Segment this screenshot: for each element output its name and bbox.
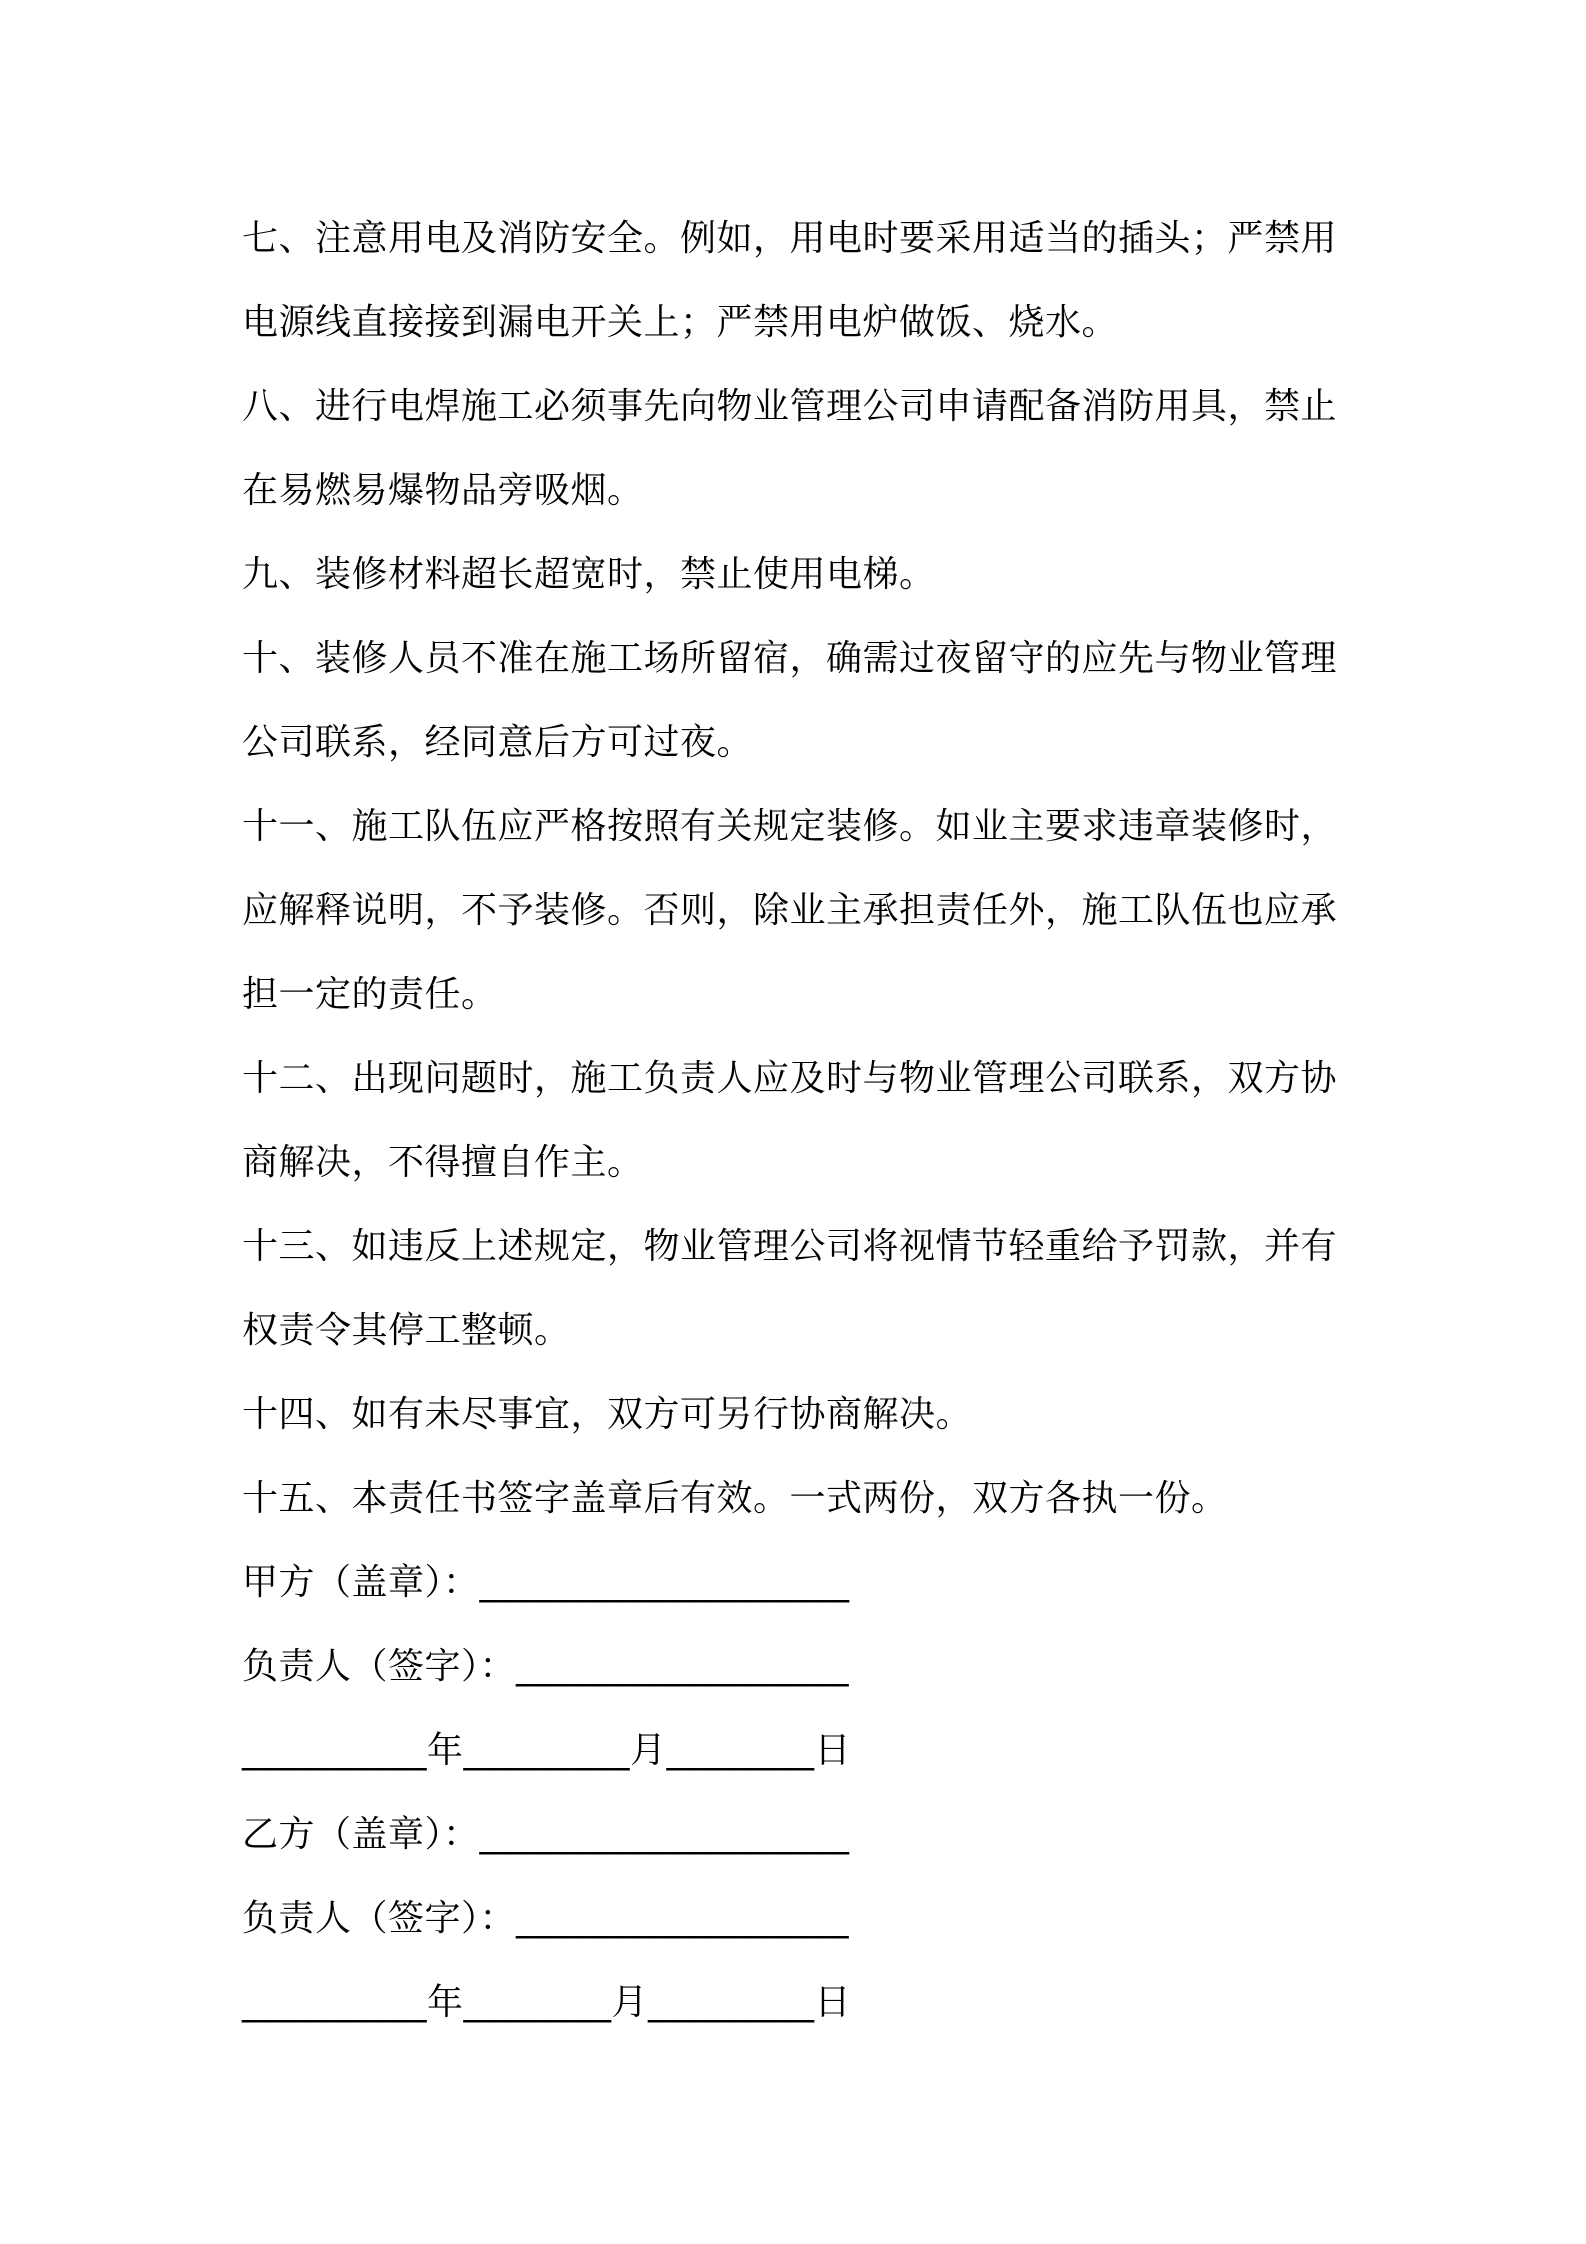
clause-9-line-1: 九、装修材料超长超宽时，禁止使用电梯。 bbox=[242, 554, 936, 595]
party-b-seal-line: 乙方（盖章）：____________________ bbox=[242, 1814, 850, 1855]
clause-13-line-2: 权责令其停工整顿。 bbox=[242, 1310, 571, 1351]
clause-8-line-2: 在易燃易爆物品旁吸烟。 bbox=[242, 470, 644, 511]
clause-12-line-1: 十二、出现问题时，施工负责人应及时与物业管理公司联系，双方协 bbox=[242, 1058, 1338, 1099]
party-a-seal-line: 甲方（盖章）：____________________ bbox=[242, 1562, 850, 1603]
clause-11-line-3: 担一定的责任。 bbox=[242, 974, 498, 1015]
clause-15-line-1: 十五、本责任书签字盖章后有效。一式两份，双方各执一份。 bbox=[242, 1478, 1228, 1519]
clause-11-line-1: 十一、施工队伍应严格按照有关规定装修。如业主要求违章装修时， bbox=[242, 806, 1338, 847]
clause-13-line-1: 十三、如违反上述规定，物业管理公司将视情节轻重给予罚款，并有 bbox=[242, 1226, 1338, 1267]
party-a-signatory-line: 负责人（签字）：__________________ bbox=[242, 1646, 850, 1687]
party-b-date-line: __________年________月_________日 bbox=[242, 1982, 851, 2023]
clause-7-line-2: 电源线直接接到漏电开关上；严禁用电炉做饭、烧水。 bbox=[242, 302, 1119, 343]
party-a-date-line: __________年_________月________日 bbox=[242, 1730, 851, 1771]
clause-11-line-2: 应解释说明，不予装修。否则，除业主承担责任外，施工队伍也应承 bbox=[242, 890, 1338, 931]
clause-7-line-1: 七、注意用电及消防安全。例如，用电时要采用适当的插头；严禁用 bbox=[242, 218, 1338, 259]
clause-10-line-2: 公司联系，经同意后方可过夜。 bbox=[242, 722, 754, 763]
clause-8-line-1: 八、进行电焊施工必须事先向物业管理公司申请配备消防用具，禁止 bbox=[242, 386, 1338, 427]
clause-10-line-1: 十、装修人员不准在施工场所留宿，确需过夜留守的应先与物业管理 bbox=[242, 638, 1338, 679]
clause-14-line-1: 十四、如有未尽事宜，双方可另行协商解决。 bbox=[242, 1394, 973, 1435]
document-body bbox=[242, 197, 1362, 2045]
party-b-signatory-line: 负责人（签字）：__________________ bbox=[242, 1898, 850, 1939]
clause-12-line-2: 商解决，不得擅自作主。 bbox=[242, 1142, 644, 1183]
